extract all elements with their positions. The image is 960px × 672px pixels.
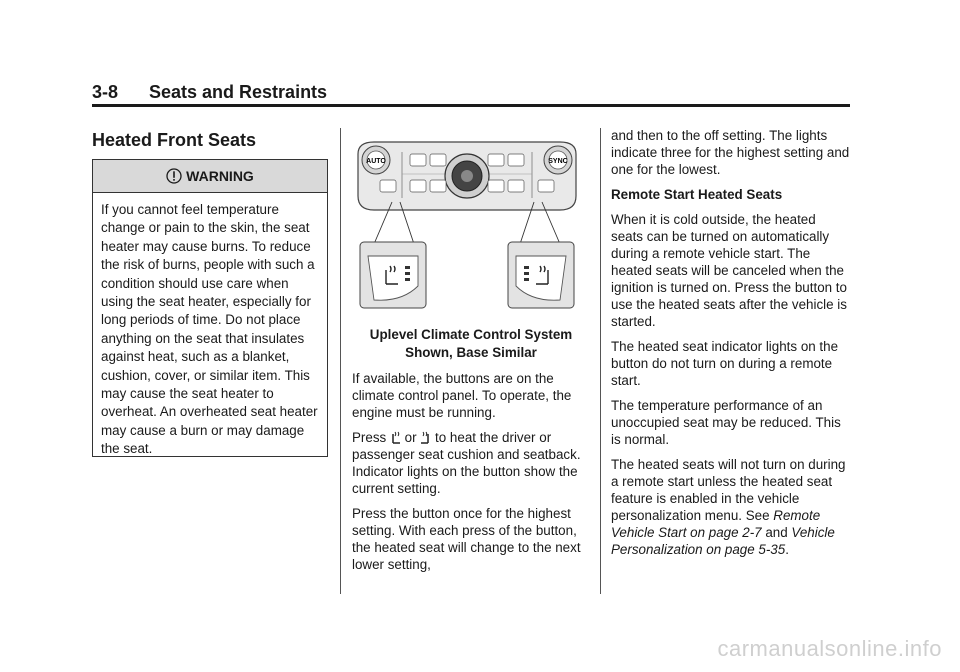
paragraph: If available, the buttons are on the climate control panel. To operate, the engine must be running. [352, 371, 572, 420]
paragraph: The temperature performance of an unoccupied seat may be reduced. This is normal. [611, 398, 841, 447]
text-run: and [761, 525, 792, 540]
text-run: The heated seats will not turn on during a remote start unless the heated seat feature is enabled in the vehicle personalization menu. See [611, 457, 846, 523]
warning-text: If you cannot feel temperature change or pain to the skin, the seat heater may cause burns. To reduce the risk of burns, people with such a condition should use care when using the seat heater, especially for long periods of time. Do not place anything on the seat that insulates against heat, such as a blanket, cushion, cover, or similar item. This may cause the seat heater to overheat. An overheated seat heater may cause a burn or may damage the seat. [101, 202, 318, 457]
figure-caption [352, 326, 590, 362]
page-header [92, 82, 850, 106]
page-number: 3-8 [92, 82, 119, 102]
column-3 [611, 127, 851, 566]
climate-control-figure [352, 136, 582, 322]
heated-seat-icon [390, 431, 401, 444]
warning-box [92, 159, 328, 457]
column-divider [600, 128, 601, 594]
text-run: . [785, 542, 789, 557]
column-divider [340, 128, 341, 594]
section-title: Heated Front Seats [92, 130, 257, 150]
chapter-title: Seats and Restraints [149, 82, 328, 102]
auto-label: AUTO [366, 158, 386, 165]
subheading: Remote Start Heated Seats [611, 187, 783, 202]
paragraph [611, 456, 851, 558]
text-run: Press [352, 430, 390, 445]
climate-panel-illustration [352, 136, 582, 322]
paragraph: Press the button once for the highest setting. With each press of the button, the heated seat will change to the next lower setting, [352, 506, 581, 572]
paragraph: When it is cold outside, the heated seats can be turned on automatically during a remote vehicle start. The heated seats will be canceled when the ignition is turned on. Press the button to use the heated seats after the vehicle is started. [611, 212, 847, 329]
header-rule [92, 104, 850, 107]
watermark: carmanualsonline.info [717, 636, 942, 661]
heated-seat-icon [420, 431, 431, 444]
caption-line-2: Shown, Base Similar [405, 345, 537, 360]
caption-line-1: Uplevel Climate Control System [369, 327, 573, 342]
sync-label: SYNC [548, 158, 568, 165]
paragraph [352, 429, 590, 497]
warning-icon [166, 168, 182, 184]
cross-reference-link[interactable]: Vehicle Personalization on page 5-35 [611, 525, 835, 557]
cross-reference-link[interactable]: Remote Vehicle Start on page 2-7 [611, 508, 821, 540]
warning-header [93, 160, 327, 193]
paragraph: and then to the off setting. The lights indicate three for the highest setting and one for the lowest. [611, 128, 850, 177]
column-2 [352, 326, 590, 581]
paragraph: The heated seat indicator lights on the button do not turn on during a remote start. [611, 339, 839, 388]
text-run: or [400, 430, 421, 445]
text-run: to heat the driver or passenger seat cushion and seatback. Indicator lights on the button show the current setting. [352, 430, 581, 496]
warning-label: WARNING [186, 168, 254, 184]
